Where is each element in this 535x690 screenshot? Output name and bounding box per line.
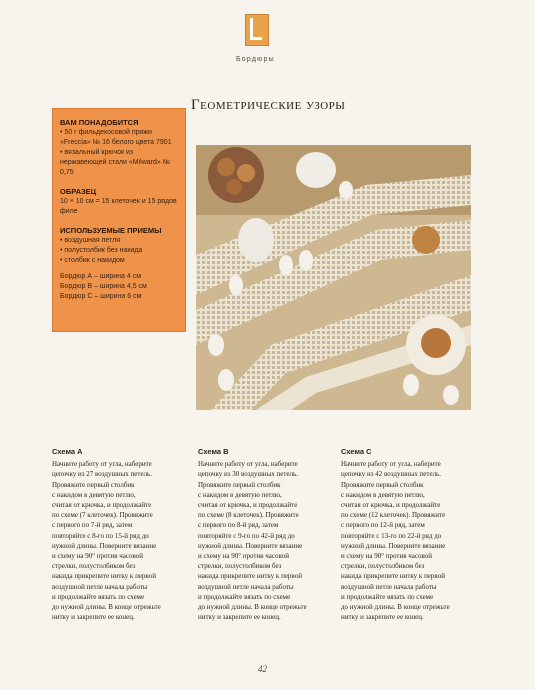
scheme-text: Начните работу от угла, наберите цепочку из 30 воздушных петель. Провяжите первый столбик с накидом в девятую петлю, считая от крючка, и продолжайте по схеме (8 клеточек). Провяжите с первого по 8-й ряд, затем повторяйте с 9-го по 42-й ряд до нужной длины. Поверните вязание и схему на 90° против часовой стрелки, полустолбиком без накида прикрепите нитку к первой воздушной петле начала работы и продолжайте вязать по схеме до нужной длины. В конце отрежьте нитку и закрепите ее конец. — [198, 460, 307, 622]
scheme-text: Начните работу от угла, наберите цепочку из 27 воздушных петель. Провяжите первый столбик с накидом в девятую петлю, считая от крючка, и продолжайте по схеме (7 клеточек). Провяжите с первого по 7-й ряд, затем повторяйте с 8-го по 15-й ряд до нужной длины. Поверните вязание и схему на 90° против часовой стрелки, полустолбиком без накида прикрепите нитку к первой воздушной петле начала работы и продолжайте вязать по схеме до нужной длины. В конце отрежьте нитку и закрепите ее конец. — [52, 460, 161, 622]
scheme-heading: Схема В — [198, 447, 229, 456]
border-width-item: Бордюр А – ширина 4 см — [60, 273, 142, 280]
materials-item: • вязальный крючок из нержавеющей стали «Milward» № 0,75 — [60, 149, 171, 176]
scheme-text: Начните работу от угла, наберите цепочку из 42 воздушных петель. Провяжите первый столбик с накидом в девятую петлю, считая от крючка, и продолжайте по схеме (12 клеточек). Провяжите с первого по 12-й ряд, затем повторяйте с 13-го по 22-й ряд до нужной длины. Поверните вязание и схему на 90° против часовой стрелки, полустолбиком без накида прикрепите нитку к первой воздушной петле начала работы и продолжайте вязать по схеме до нужной длины. В конце отрежьте нитку и закрепите ее конец. — [341, 460, 450, 622]
lace-photo — [196, 145, 471, 410]
border-width-item: Бордюр С – ширина 6 см — [60, 293, 142, 300]
materials-heading: ВАМ ПОНАДОБИТСЯ — [60, 118, 139, 127]
sample-text: 10 × 10 см = 15 клеточек и 15 рядов филе — [60, 198, 177, 215]
sample-heading: ОБРАЗЕЦ — [60, 187, 97, 196]
methods-heading: ИСПОЛЬЗУЕМЫЕ ПРИЕМЫ — [60, 226, 162, 235]
scheme-c — [341, 447, 476, 622]
materials-item: • 50 г фильдекосовой пряжи «Freccia» № 16 белого цвета 7901 — [60, 129, 172, 146]
methods-item: • полустолбик без накида — [60, 247, 143, 254]
border-width-item: Бордюр В – ширина 4,5 см — [60, 283, 147, 290]
scheme-heading: Схема С — [341, 447, 372, 456]
materials-box — [52, 108, 186, 332]
page-title: Геометрические узоры — [191, 97, 346, 113]
section-label: Бордюры — [236, 56, 275, 63]
methods-item: • столбик с накидом — [60, 257, 125, 264]
brand-logo — [245, 14, 269, 46]
methods-item: • воздушная петля — [60, 237, 120, 244]
scheme-heading: Схема А — [52, 447, 83, 456]
scheme-a — [52, 447, 187, 622]
scheme-b — [198, 447, 333, 622]
page-number: 42 — [258, 664, 267, 674]
